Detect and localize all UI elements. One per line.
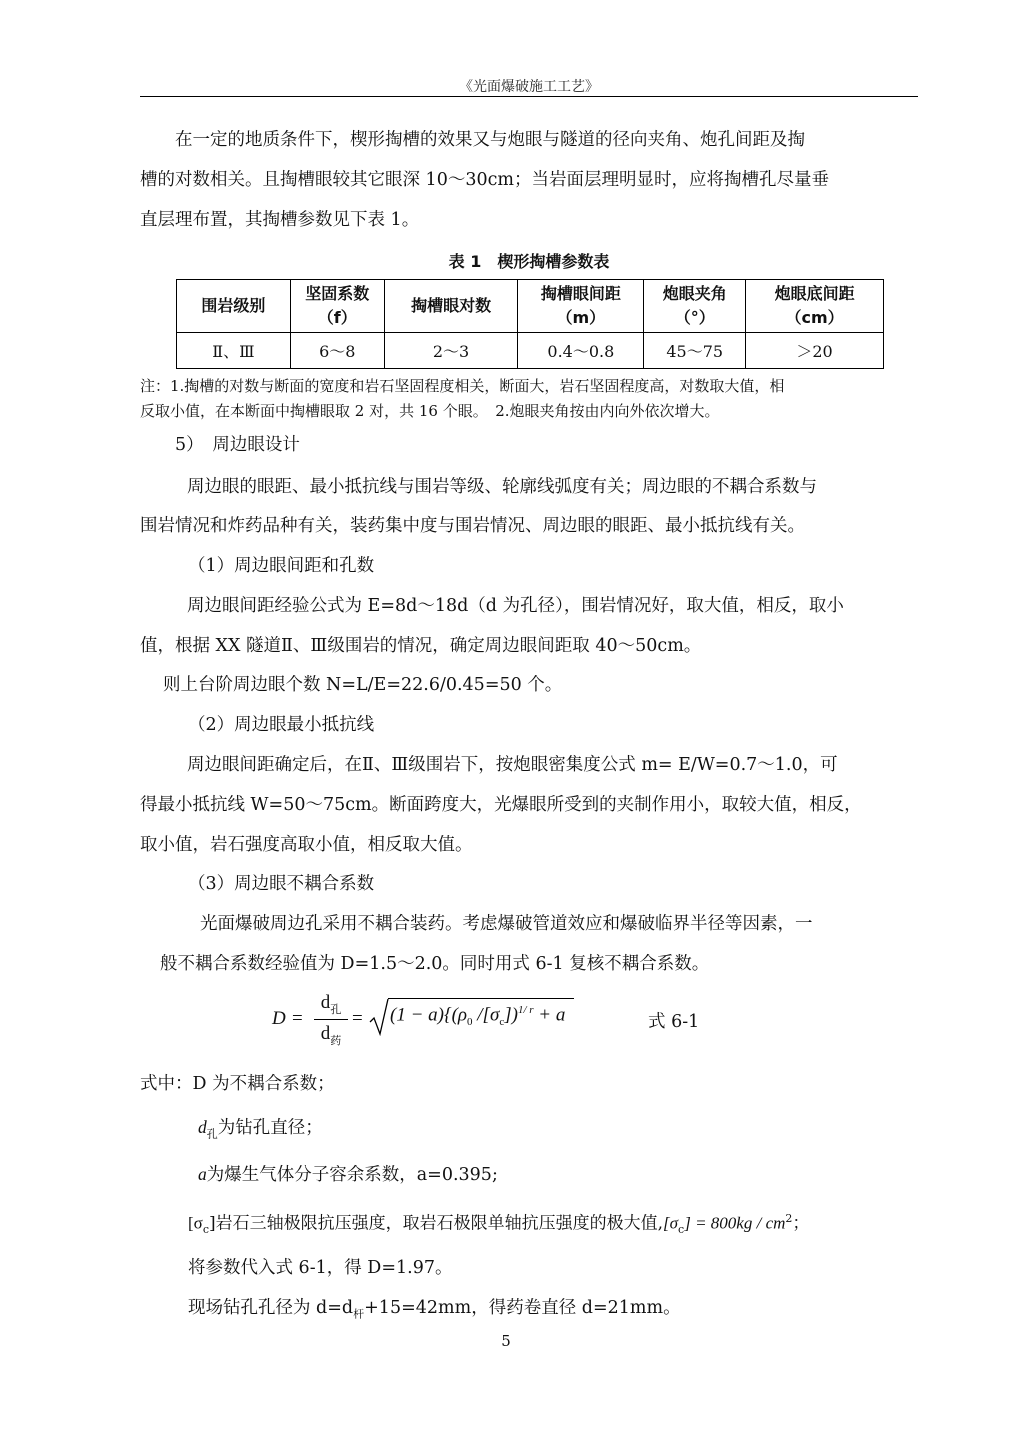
formula-radicand: $(1 - a)\{(\rho_0$ $/[\sigma_c])^{1/ r} + a$ xyxy=(390,1004,566,1029)
paragraph-line: 则上台阶周边眼个数 N=L/E=22.6/0.45=50 个。 xyxy=(163,675,563,695)
table-cell: ＞20 xyxy=(746,333,884,369)
sqrt-overline xyxy=(388,998,574,999)
page-number: 5 xyxy=(501,1332,511,1350)
formula-equals-2: = xyxy=(352,1008,363,1029)
paragraph-line: 取小值，岩石强度高取小值，相反取大值。 xyxy=(140,835,473,855)
explain-line: 现场钻孔孔径为 $d=d_杆+15=42mm$，得药卷直径 d=21mm。 xyxy=(188,1298,681,1321)
table-cell: Ⅱ、Ⅲ xyxy=(177,333,291,369)
fraction-bar xyxy=(314,1019,348,1020)
parameter-table xyxy=(176,279,884,369)
paragraph-line: 得最小抵抗线 W=50～75cm。断面跨度大，光爆眼所受到的夹制作用小，取较大值，相反， xyxy=(140,795,862,815)
paragraph-line: 围岩情况和炸药品种有关，装药集中度与围岩情况、周边眼的眼距、最小抵抗线有关。 xyxy=(140,516,805,536)
page-header: 《光面爆破施工工艺》 xyxy=(459,79,599,95)
paragraph-line: 光面爆破周边孔采用不耦合装药。考虑爆破管道效应和爆破临界半径等因素，一 xyxy=(200,914,813,934)
paragraph-line: 槽的对数相关。且掏槽眼较其它眼深 10～30cm；当岩面层理明显时，应将掏槽孔尽量垂 xyxy=(140,170,829,190)
section-title: 5） 周边眼设计 xyxy=(175,435,300,455)
formula-6-1 xyxy=(272,992,712,1054)
header-rule xyxy=(140,96,918,97)
paragraph-line: 般不耦合系数经验值为 D=1.5～2.0。同时用式 6-1 复核不耦合系数。 xyxy=(160,954,710,974)
formula-denominator: $d_药$ xyxy=(320,1023,342,1047)
table-cell: 45～75 xyxy=(644,333,746,369)
table-cell: 6～8 xyxy=(290,333,384,369)
explain-line: $[\sigma_c]$岩石三轴极限抗压强度，取岩石极限单轴抗压强度的极大值$,[\sigma_c] = 800kg / cm^2$； xyxy=(188,1212,810,1237)
explain-line: 将参数代入式 6-1，得 D=1.97。 xyxy=(188,1258,453,1278)
table-row xyxy=(177,333,884,369)
table-note-line: 反取小值，在本断面中掏槽眼取 2 对，共 16 个眼。 2.炮眼夹角按由内向外依次增大。 xyxy=(140,402,720,420)
header-firmness: 坚固系数 （f） xyxy=(290,280,384,333)
formula-numerator: $d_孔$ xyxy=(320,992,342,1016)
formula-equals: = xyxy=(292,1008,303,1029)
table-cell: 0.4～0.8 xyxy=(518,333,644,369)
table-header-row xyxy=(177,280,884,333)
table-note-line: 注：1.掏槽的对数与断面的宽度和岩石坚固程度相关，断面大，岩石坚固程度高，对数取大值，相 xyxy=(140,377,785,395)
formula-label: 式 6-1 xyxy=(648,1012,700,1032)
paragraph-line: 在一定的地质条件下，楔形掏槽的效果又与炮眼与隧道的径向夹角、炮孔间距及掏 xyxy=(175,130,805,150)
formula-lhs: D xyxy=(272,1008,286,1029)
header-rock-grade: 围岩级别 xyxy=(177,280,291,333)
explain-line: $d_孔$为钻孔直径； xyxy=(198,1117,323,1141)
paragraph-line: 直层理布置，其掏槽参数见下表 1。 xyxy=(140,210,420,230)
subsection-title: （2）周边眼最小抵抗线 xyxy=(188,715,375,735)
table-caption: 表 1 楔形掏槽参数表 xyxy=(448,252,610,271)
paragraph-line: 周边眼间距经验公式为 E=8d～18d（d 为孔径），围岩情况好，取大值，相反，取小 xyxy=(187,596,844,616)
subsection-title: （1）周边眼间距和孔数 xyxy=(188,556,375,576)
header-cut-spacing: 掏槽眼间距 （m） xyxy=(518,280,644,333)
sqrt-sign-icon xyxy=(369,998,389,1036)
paragraph-line: 周边眼的眼距、最小抵抗线与围岩等级、轮廓线弧度有关；周边眼的不耦合系数与 xyxy=(187,477,817,497)
header-cut-pairs: 掏槽眼对数 xyxy=(384,280,518,333)
header-hole-angle: 炮眼夹角 （°） xyxy=(644,280,746,333)
table-cell: 2～3 xyxy=(384,333,518,369)
explain-line: a为爆生气体分子容余系数，a=0.395; xyxy=(198,1164,498,1185)
subsection-title: （3）周边眼不耦合系数 xyxy=(188,874,375,894)
paragraph-line: 周边眼间距确定后，在Ⅱ、Ⅲ级围岩下，按炮眼密集度公式 m= E/W=0.7～1.0，可 xyxy=(187,755,838,775)
explain-line: 式中：D 为不耦合系数； xyxy=(140,1074,335,1094)
paragraph-line: 值，根据 XX 隧道Ⅱ、Ⅲ级围岩的情况，确定周边眼间距取 40～50cm。 xyxy=(140,636,702,656)
header-bottom-spacing: 炮眼底间距 （cm） xyxy=(746,280,884,333)
